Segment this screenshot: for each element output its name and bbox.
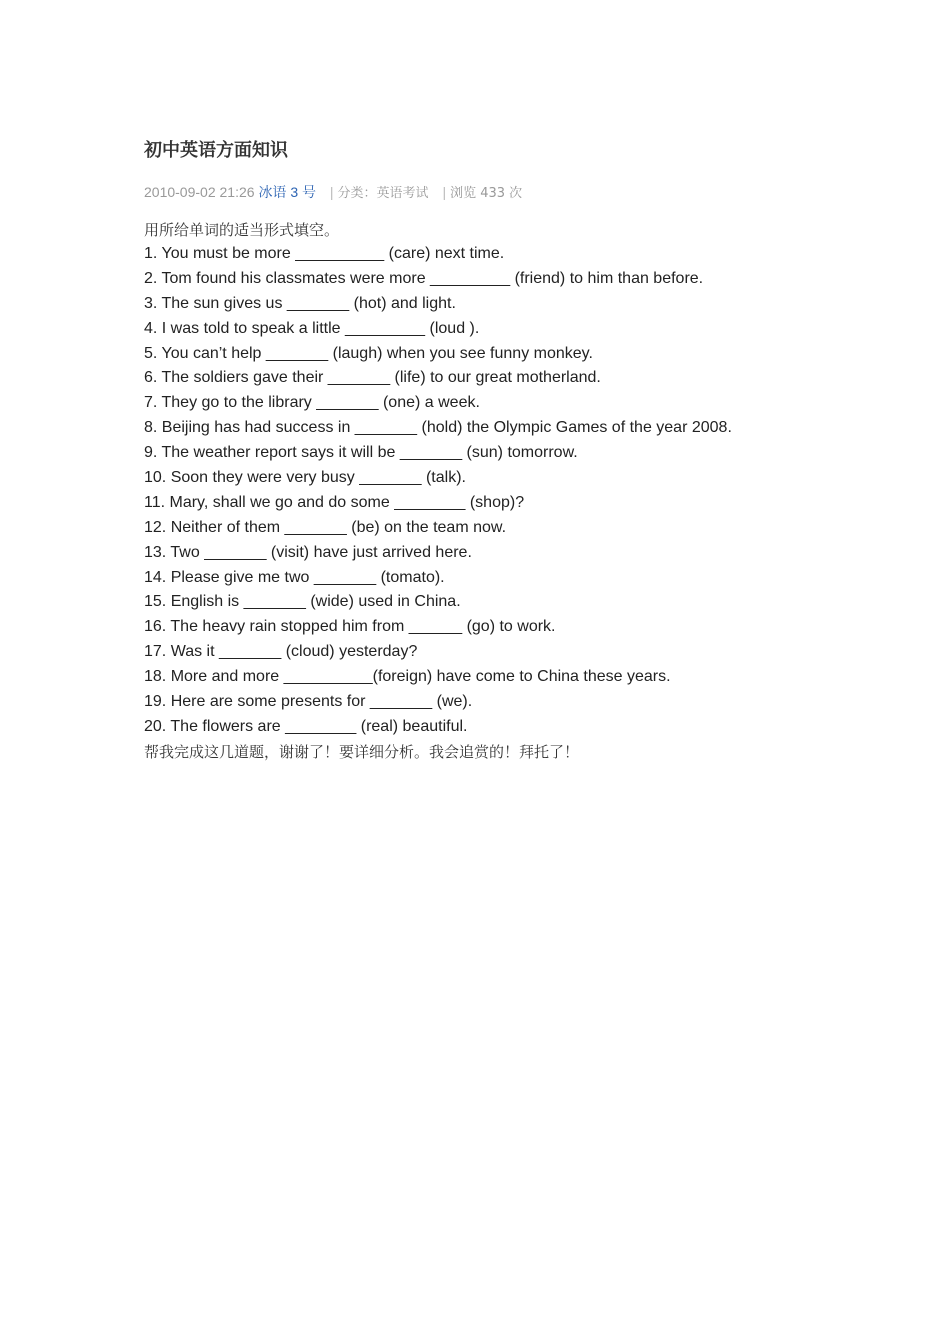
question-item: 11. Mary, shall we go and do some ________ (shop)?: [144, 493, 525, 511]
question-item: 7. They go to the library _______ (one) a week.: [144, 394, 480, 412]
question-item: 19. Here are some presents for _______ (we).: [144, 693, 473, 711]
article-body: [144, 218, 844, 764]
article-meta: [144, 182, 844, 202]
question-item: 20. The flowers are ________ (real) beautiful.: [144, 717, 468, 735]
instructions-text: 用所给单词的适当形式填空。: [144, 221, 340, 239]
views-label: 浏览 433 次: [450, 186, 523, 201]
question-item: 9. The weather report says it will be _______ (sun) tomorrow.: [144, 444, 578, 462]
question-item: 6. The soldiers gave their _______ (life) to our great motherland.: [144, 369, 601, 387]
page-title: 初中英语方面知识: [144, 140, 288, 161]
meta-divider: |: [329, 184, 334, 200]
author-link[interactable]: 冰语 3 号: [258, 184, 317, 200]
question-item: 13. Two _______ (visit) have just arrived here.: [144, 543, 472, 561]
question-item: 10. Soon they were very busy _______ (talk).: [144, 469, 466, 487]
question-list: [144, 242, 844, 740]
question-item: 2. Tom found his classmates were more _________ (friend) to him than before.: [144, 269, 704, 287]
category-label: 分类：英语考试: [337, 186, 429, 201]
question-item: 5. You can’t help _______ (laugh) when you see funny monkey.: [144, 344, 593, 362]
meta-divider: |: [442, 184, 447, 200]
question-item: 8. Beijing has had success in _______ (hold) the Olympic Games of the year 2008.: [144, 419, 732, 437]
request-text: 帮我完成这几道题，谢谢了！要详细分析。我会追赏的！拜托了！: [144, 742, 580, 761]
question-item: 14. Please give me two _______ (tomato).: [144, 568, 445, 586]
question-item: 3. The sun gives us _______ (hot) and light.: [144, 294, 456, 312]
question-item: 1. You must be more __________ (care) next time.: [144, 245, 505, 262]
question-item: 16. The heavy rain stopped him from ______ (go) to work.: [144, 618, 556, 636]
document-page: [144, 138, 844, 764]
question-item: 12. Neither of them _______ (be) on the team now.: [144, 518, 507, 536]
question-item: 4. I was told to speak a little _________ (loud ).: [144, 319, 480, 337]
post-date: 2010-09-02 21:26: [144, 184, 255, 200]
question-item: 15. English is _______ (wide) used in China.: [144, 593, 461, 611]
question-item: 17. Was it _______ (cloud) yesterday?: [144, 643, 418, 661]
question-item: 18. More and more __________(foreign) have come to China these years.: [144, 668, 671, 686]
